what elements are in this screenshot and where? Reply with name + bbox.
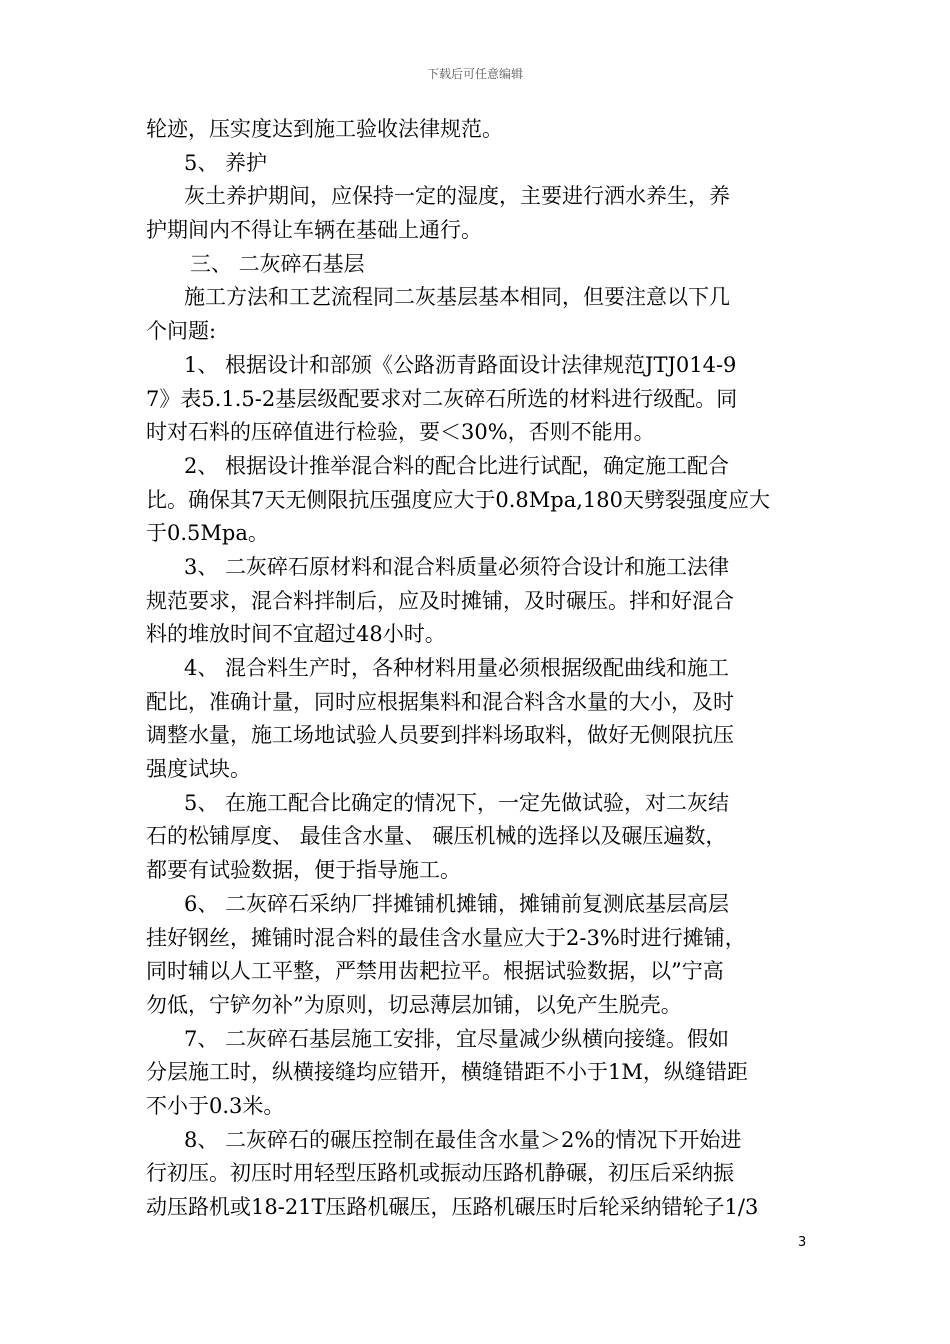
text-line: 于0.5Mpa。 <box>146 521 269 546</box>
text-line: 行初压。初压时用轻型压路机或振动压路机静碾，初压后采纳振 <box>146 1161 734 1186</box>
text-line: 三、 二灰碎石基层 <box>190 251 365 276</box>
text-line: 2、 根据设计推举混合料的配合比进行试配，确定施工配合 <box>184 453 730 478</box>
text-line: 灰土养护期间，应保持一定的湿度，主要进行洒水养生，养 <box>184 184 730 209</box>
text-line: 1、 根据设计和部颁《公路沥青路面设计法律规范JTJ014-9 <box>184 352 737 377</box>
text-line: 挂好钢丝，摊铺时混合料的最佳含水量应大于2-3%时进行摊铺， <box>146 925 746 950</box>
text-line: 3、 二灰碎石原材料和混合料质量必须符合设计和施工法律 <box>184 554 730 579</box>
text-line: 护期间内不得让车辆在基础上通行。 <box>146 218 482 243</box>
text-line: 规范要求，混合料拌制后，应及时摊铺，及时碾压。拌和好混合 <box>146 588 734 613</box>
text-line: 石的松铺厚度、 最佳含水量、 碾压机械的选择以及碾压遍数， <box>146 824 727 849</box>
text-line: 7、 二灰碎石基层施工安排，宜尽量减少纵横向接缝。假如 <box>184 1026 730 1051</box>
text-line: 强度试块。 <box>146 757 251 782</box>
text-line: 勿低，宁铲勿补”为原则，切忌薄层加铺，以免产生脱壳。 <box>146 992 682 1017</box>
text-line: 5、 养护 <box>184 150 268 175</box>
text-line: 分层施工时，纵横接缝均应错开，横缝错距不小于1M，纵缝错距 <box>146 1060 748 1085</box>
page-header: 下载后可任意编辑 <box>426 67 523 81</box>
text-line: 4、 混合料生产时，各种材料用量必须根据级配曲线和施工 <box>184 656 730 680</box>
text-line: 不小于0.3米。 <box>146 1093 285 1118</box>
text-line: 轮迹，压实度达到施工验收法律规范。 <box>146 117 503 141</box>
page-number: 3 <box>798 1235 807 1250</box>
text-line: 8、 二灰碎石的碾压控制在最佳含水量＞2%的情况下开始进 <box>184 1127 742 1152</box>
text-line: 动压路机或18-21T压路机碾压，压路机碾压时后轮采纳错轮子1/3 <box>146 1195 759 1219</box>
text-line: 配比，准确计量，同时应根据集料和混合料含水量的大小，及时 <box>146 689 734 714</box>
text-line: 6、 二灰碎石采纳厂拌摊铺机摊铺，摊铺前复测底基层高层 <box>184 891 730 916</box>
text-line: 5、 在施工配合比确定的情况下，一定先做试验，对二灰结 <box>184 790 730 815</box>
text-line: 个问题: <box>146 319 217 344</box>
text-line: 同时辅以人工平整，严禁用齿耙拉平。根据试验数据，以”宁高 <box>146 959 724 984</box>
text-line: 都要有试验数据，便于指导施工。 <box>146 858 461 883</box>
text-line: 施工方法和工艺流程同二灰基层基本相同，但要注意以下几 <box>184 285 730 310</box>
text-line: 7》表5.1.5-2基层级配要求对二灰碎石所选的材料进行级配。同 <box>146 386 738 411</box>
text-line: 调整水量，施工场地试验人员要到拌料场取料，做好无侧限抗压 <box>146 723 734 748</box>
text-line: 时对石料的压碎值进行检验，要＜30%，否则不能用。 <box>146 420 655 445</box>
text-line: 比。确保其7天无侧限抗压强度应大于0.8Mpa,180天劈裂强度应大 <box>146 487 770 512</box>
text-line: 料的堆放时间不宜超过48小时。 <box>146 622 446 647</box>
document-body <box>146 113 810 1225</box>
